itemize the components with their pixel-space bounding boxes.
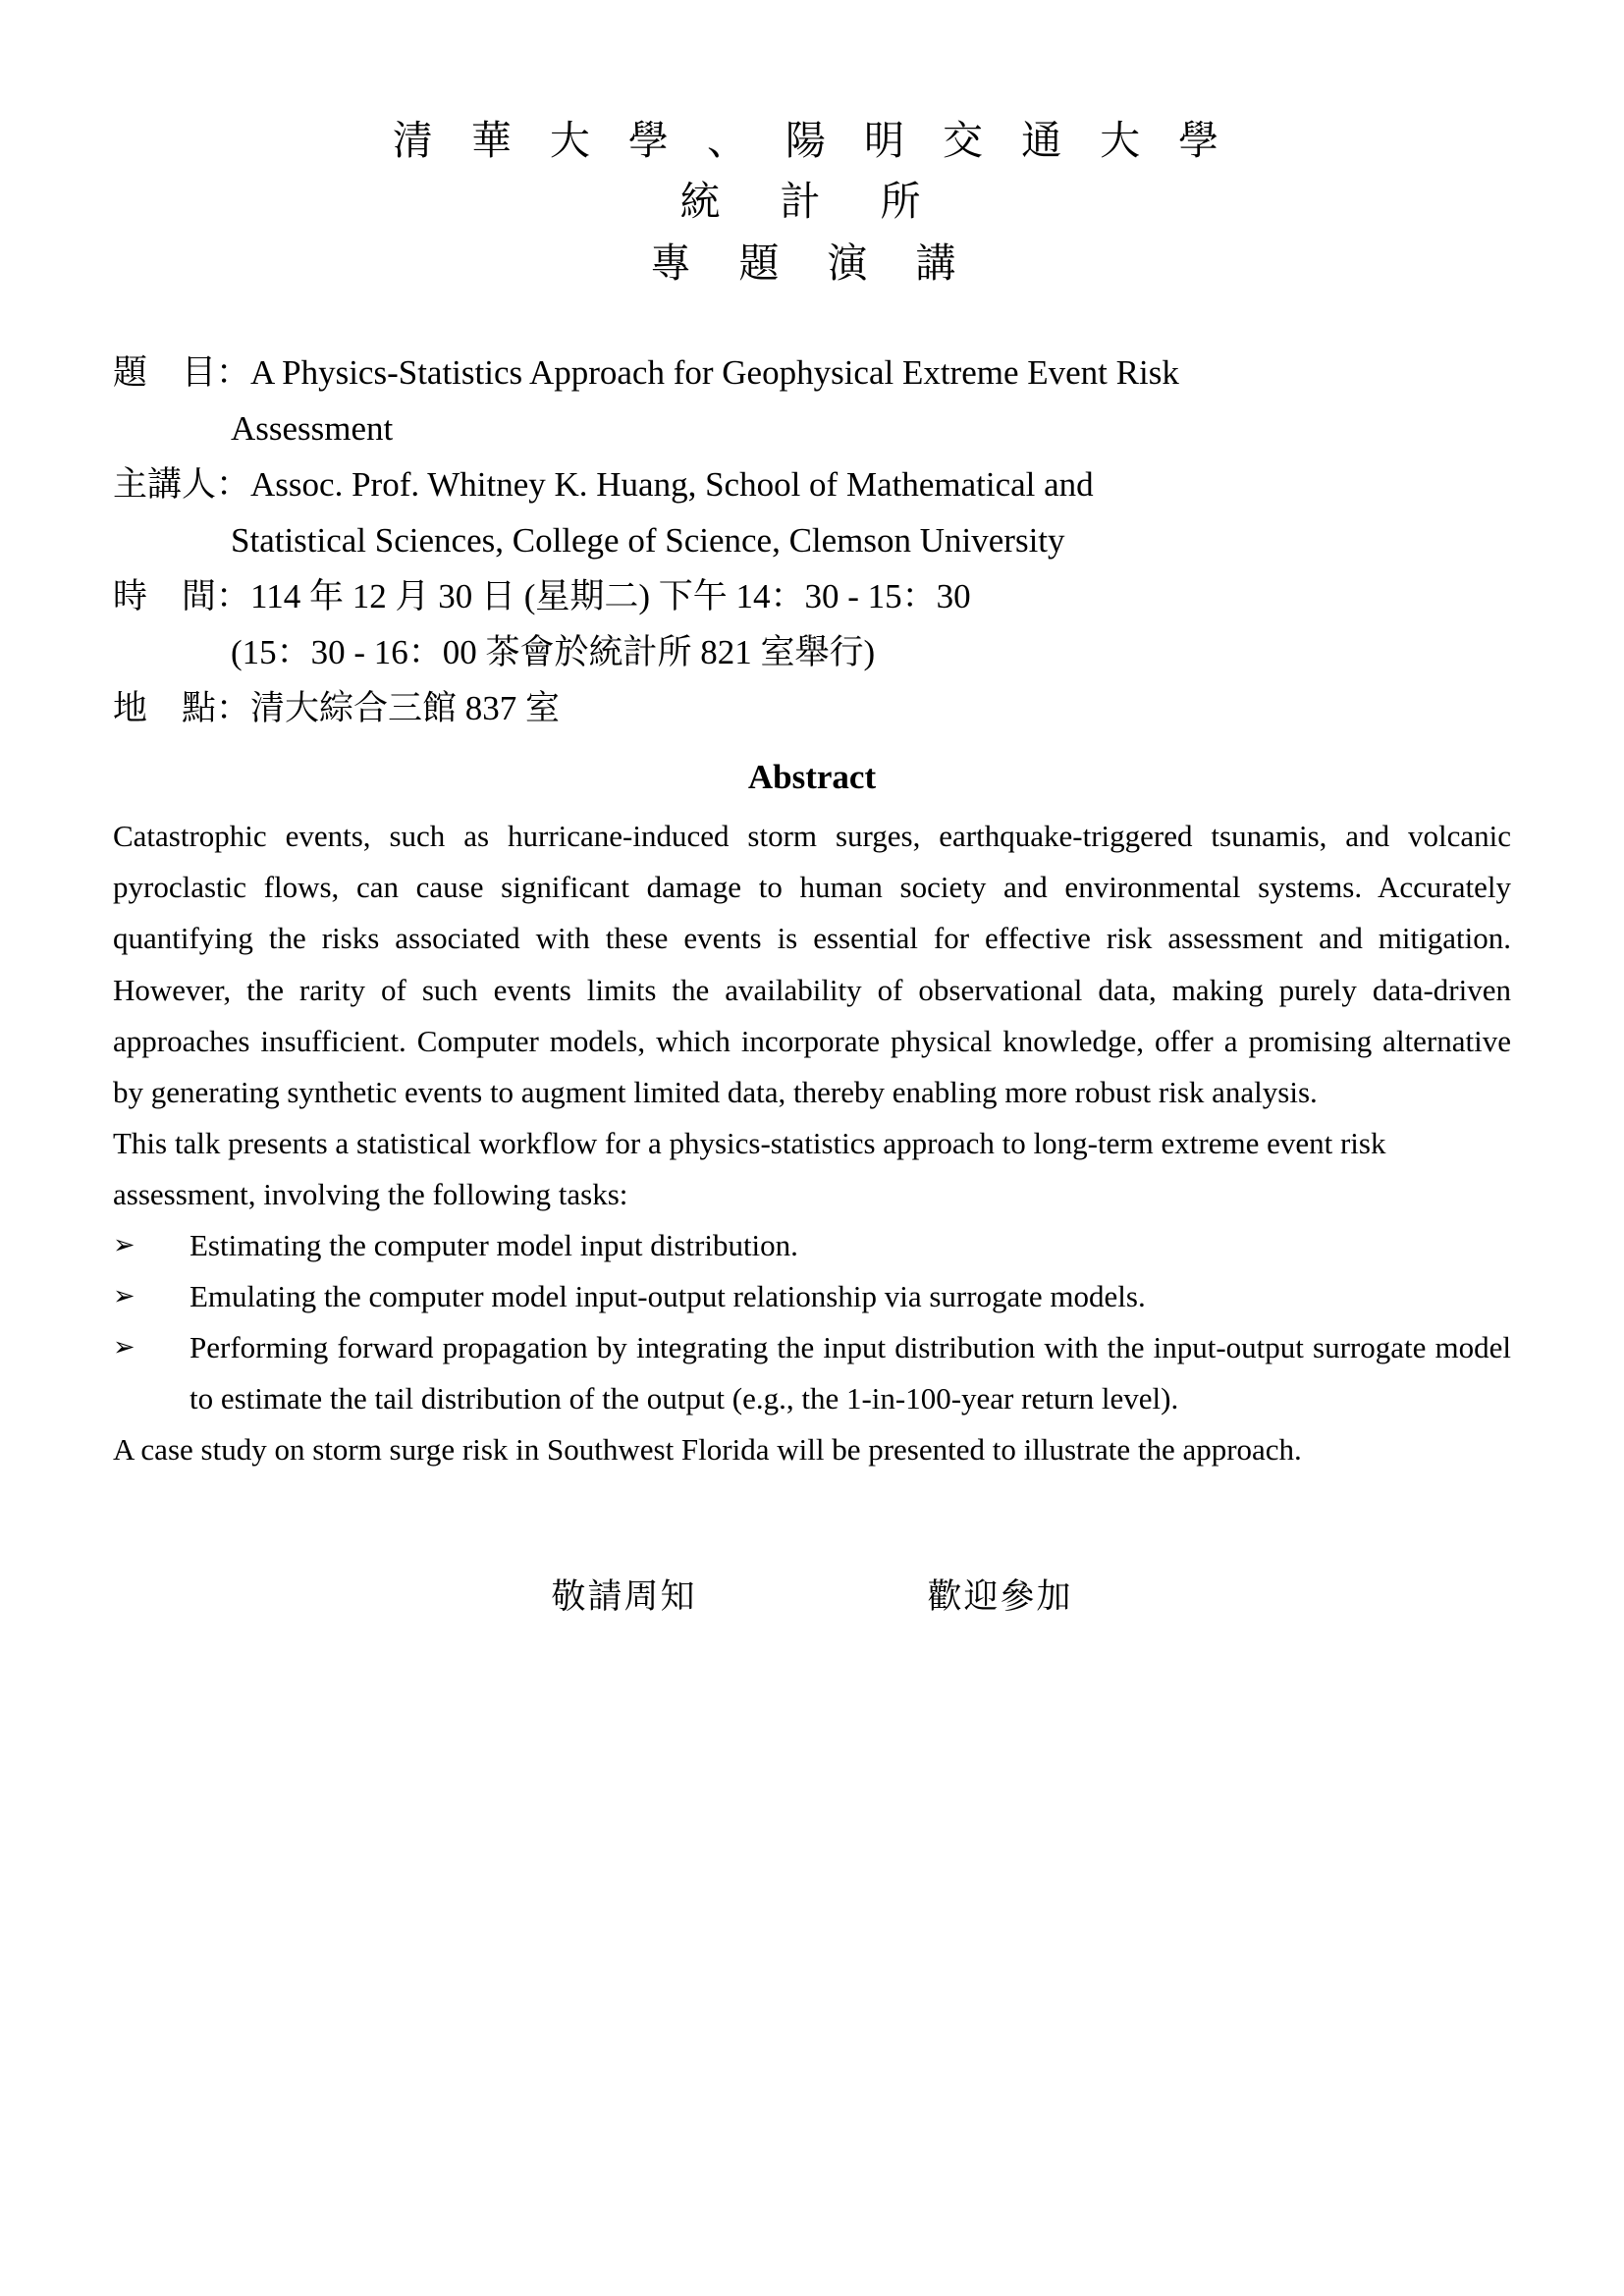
talk-title-value-continued: Assessment bbox=[231, 408, 394, 448]
speaker-row bbox=[113, 456, 1511, 512]
talk-title-row bbox=[113, 345, 1511, 400]
talk-title-value: A Physics-Statistics Approach for Geophysical Extreme Event Risk bbox=[250, 352, 1179, 392]
abstract-paragraph-1: Catastrophic events, such as hurricane-induced storm surges, earthquake-triggered tsunamis, and volcanic pyroclastic flows, can cause significant damage to human society and environmental systems. Accurately quantifying the risks associated with these events is essential for effective risk assessment and mitigation. However, the rarity of such events limits the availability of observational data, making purely data-driven approaches insufficient. Computer models, which incorporate physical knowledge, offer a promising alternative by generating synthetic events to augment limited data, thereby enabling more robust risk analysis. bbox=[113, 819, 1511, 1109]
time-value: 114 年 12 月 30 日 (星期二) 下午 14：30 - 15：30 bbox=[250, 577, 971, 616]
header-university-line: 清 華 大 學 、 陽 明 交 通 大 學 bbox=[392, 117, 1232, 164]
document-footer bbox=[113, 1570, 1511, 1619]
task-list-item bbox=[113, 1322, 1511, 1424]
tea-reception-note: (15：30 - 16：00 茶會於統計所 821 室舉行) bbox=[231, 633, 876, 672]
footer-notice-right: 歡迎參加 bbox=[927, 1577, 1073, 1618]
speaker-value: Assoc. Prof. Whitney K. Huang, School of Mathematical and bbox=[250, 465, 1094, 505]
speaker-value-continued: Statistical Sciences, College of Science, Clemson University bbox=[231, 521, 1065, 561]
venue-label: 地 點： bbox=[113, 689, 251, 728]
header-institute-line: 統 計 所 bbox=[679, 178, 945, 226]
footer-spacer bbox=[697, 1570, 928, 1619]
venue-row bbox=[113, 680, 1511, 736]
arrowhead-bullet-icon: ➢ bbox=[113, 1229, 135, 1260]
document-header bbox=[113, 0, 1511, 294]
time-row bbox=[113, 568, 1511, 624]
footer-notice-left: 敬請周知 bbox=[551, 1577, 697, 1618]
task-list-item bbox=[113, 1220, 1511, 1271]
task-list bbox=[113, 1220, 1511, 1424]
task-list-item bbox=[113, 1271, 1511, 1322]
arrowhead-bullet-icon: ➢ bbox=[113, 1332, 135, 1363]
seminar-info-block bbox=[113, 345, 1511, 736]
abstract-paragraph-3: A case study on storm surge risk in Southwest Florida will be presented to illustrate the approach. bbox=[113, 1432, 1302, 1468]
task-list-item-text: Estimating the computer model input distribution. bbox=[189, 1227, 798, 1262]
time-label: 時 間： bbox=[113, 577, 251, 616]
abstract-heading: Abstract bbox=[747, 758, 877, 797]
talk-title-label: 題 目： bbox=[113, 352, 251, 392]
abstract-paragraph-2: This talk presents a statistical workflow for a physics-statistics approach to long-term extreme event risk assessment, involving the following tasks: bbox=[113, 1125, 1386, 1211]
task-list-item-text: Performing forward propagation by integrating the input distribution with the input-output surrogate model to estimate the tail distribution of the output (e.g., the 1-in-100-year return level). bbox=[189, 1330, 1511, 1416]
speaker-label: 主講人： bbox=[113, 465, 251, 505]
arrowhead-bullet-icon: ➢ bbox=[113, 1280, 135, 1311]
task-list-item-text: Emulating the computer model input-output relationship via surrogate models. bbox=[189, 1278, 1146, 1313]
header-seminar-line: 專 題 演 講 bbox=[650, 239, 974, 287]
venue-value: 清大綜合三館 837 室 bbox=[250, 689, 561, 728]
